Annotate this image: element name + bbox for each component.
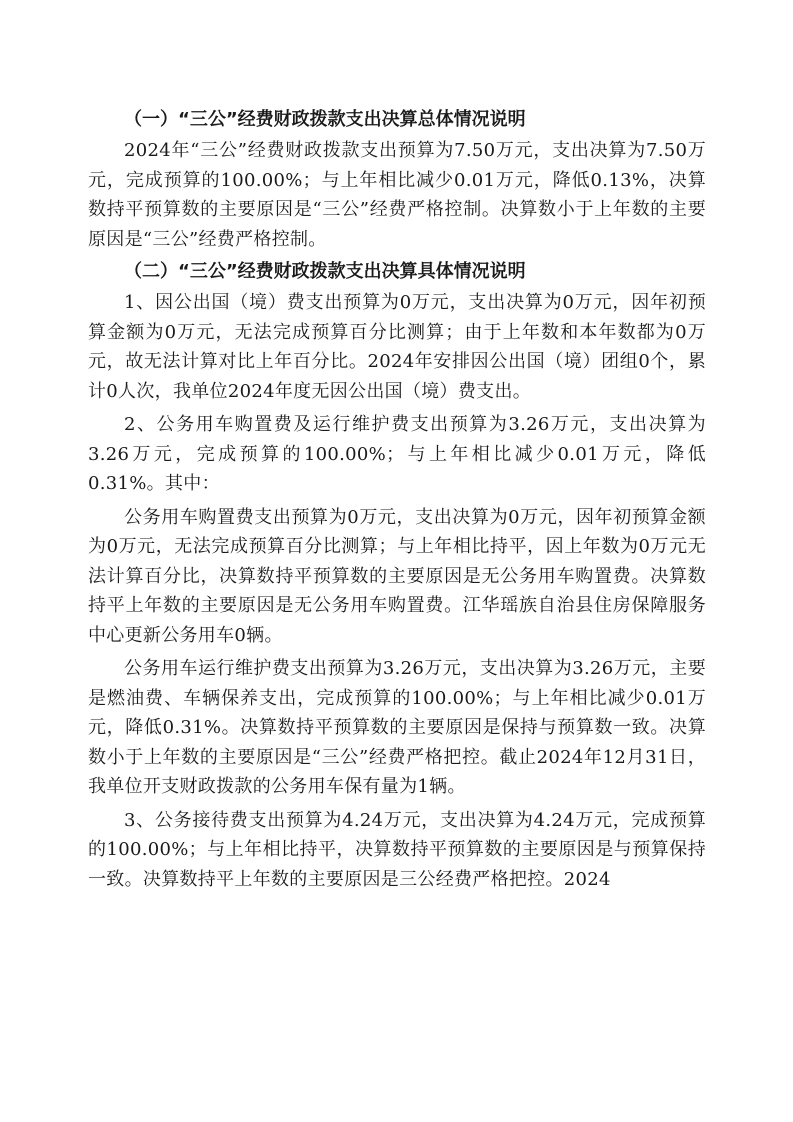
paragraph-vehicle-maintenance: 公务用车运行维护费支出预算为3.26万元，支出决算为3.26万元，主要是燃油费、车辆保养支出，完成预算的100.00%；与上年相比减少0.01万元，降低0.31%。决算数持平预算数的主要原因是保持与预算数一致。决算数小于上年数的主要原因是“三公”经费严格把控。截止2024年12月31日，我单位开支财政拨款的公务用车保有量为1辆。 (88, 658, 706, 797)
paragraph-vehicle-total: 2、公务用车购置费及运行维护费支出预算为3.26万元，支出决算为3.26万元，完成预算的100.00%；与上年相比减少0.01万元，降低0.31%。其中： (88, 414, 706, 494)
paragraph-overseas-travel: 1、因公出国（境）费支出预算为0万元，支出决算为0万元，因年初预算金额为0万元，无法完成预算百分比测算；由于上年数和本年数都为0万元，故无法计算对比上年百分比。2024年安排因公出国（境）团组0个，累计0人次，我单位2024年度无因公出国（境）费支出。 (88, 292, 706, 402)
document-page (88, 106, 706, 898)
paragraph-reception: 3、公务接待费支出预算为4.24万元，支出决算为4.24万元，完成预算的100.00%；与上年相比持平，决算数持平预算数的主要原因是与预算保持一致。决算数持平上年数的主要原因是三公经费严格把控。2024 (88, 809, 706, 890)
paragraph-vehicle-purchase: 公务用车购置费支出预算为0万元，支出决算为0万元，因年初预算金额为0万元，无法完成预算百分比测算；与上年相比持平，因上年数为0万元无法计算百分比，决算数持平预算数的主要原因是无公务用车购置费。决算数持平上年数的主要原因是无公务用车购置费。江华瑶族自治县住房保障服务中心更新公务用车0辆。 (88, 506, 706, 646)
section-title-overall: （一）“三公”经费财政拨款支出决算总体情况说明 (124, 109, 526, 130)
section-title-detail: （二）“三公”经费财政拨款支出决算具体情况说明 (124, 261, 526, 282)
paragraph-overall-summary: 2024年“三公”经费财政拨款支出预算为7.50万元，支出决算为7.50万元，完成预算的100.00%；与上年相比减少0.01万元，降低0.13%，决算数持平预算数的主要原因是“三公”经费严格控制。决算数小于上年数的主要原因是“三公”经费严格控制。 (88, 140, 706, 250)
